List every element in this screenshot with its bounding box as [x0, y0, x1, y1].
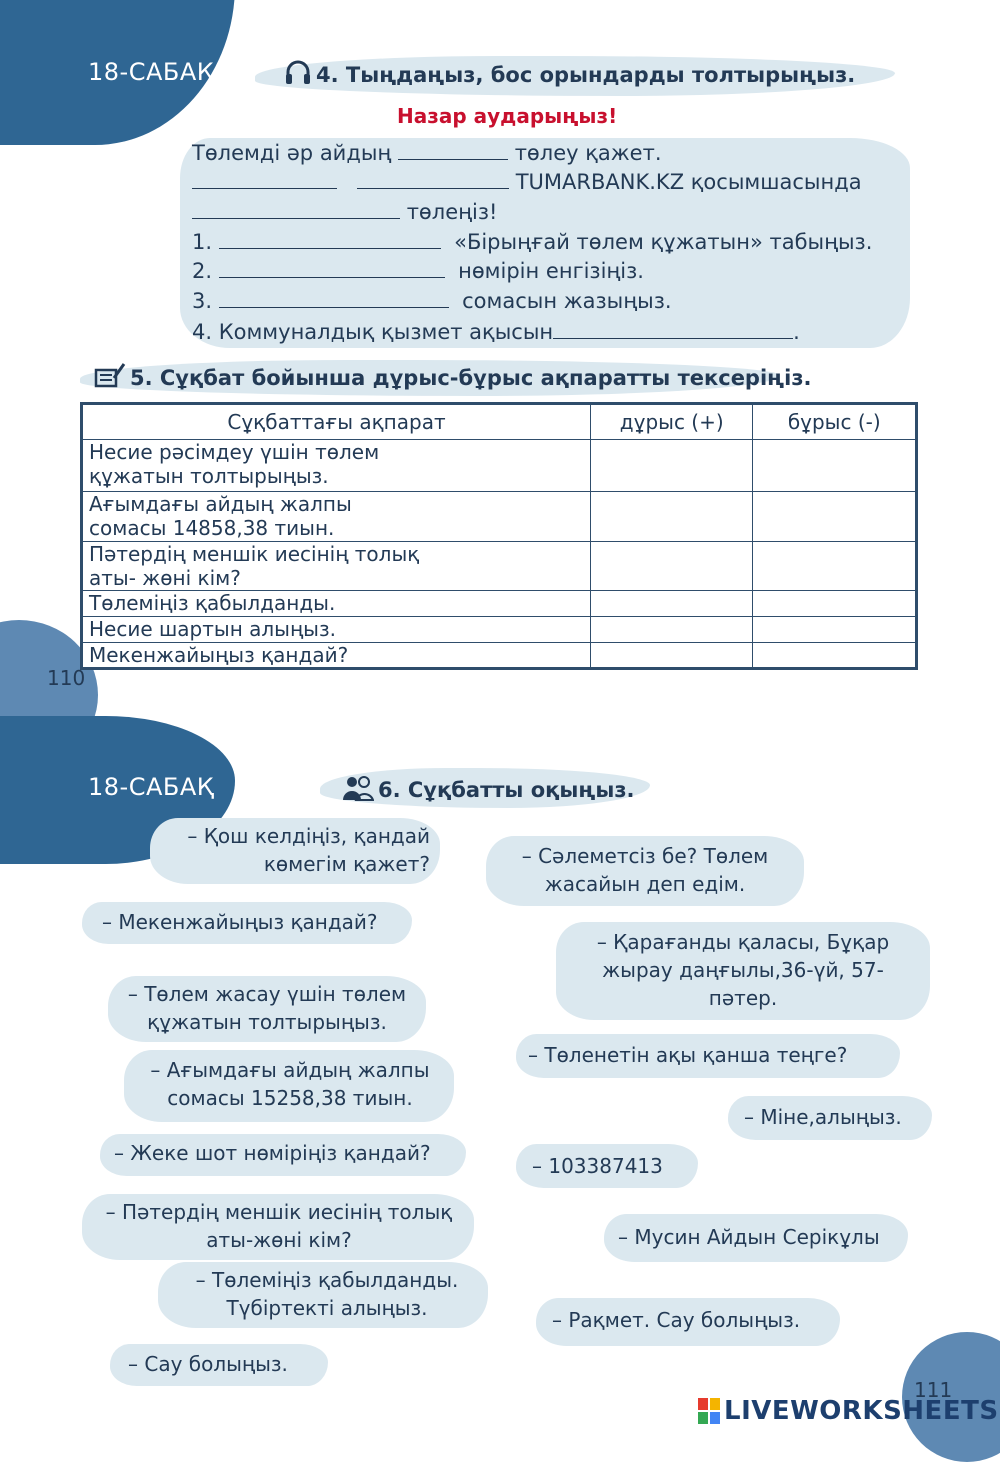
task4-line1-start: Төлемді әр айдың — [192, 141, 392, 165]
dialogue-line: – Қарағанды қаласы, Бұқар жырау даңғылы,36-үй, 57-пәтер. — [596, 930, 890, 1010]
blank-field[interactable] — [192, 170, 337, 189]
statement-cell: Төлеміңіз қабылданды. — [82, 591, 591, 617]
dialogue-line: – Пәтердің меншік иесінің толық аты-жөні кім? — [105, 1200, 453, 1252]
table-header: Сұқбаттағы ақпарат — [82, 404, 591, 440]
step-text: «Бірыңғай төлем құжатын» табыңыз. — [454, 230, 873, 254]
task4-step2 — [192, 259, 644, 283]
dialogue-line: – Мусин Айдын Серікұлы — [618, 1225, 880, 1249]
lesson-label: 18-САБАҚ — [88, 773, 215, 801]
task4-line1 — [192, 141, 662, 165]
task4-line3-text: төлеңіз! — [406, 200, 498, 224]
dialogue-line: – Сәлеметсіз бе? Төлем жасайын деп едім. — [521, 844, 769, 896]
step-end: . — [793, 320, 800, 344]
false-answer-cell[interactable] — [753, 492, 917, 542]
liveworksheets-logo-icon — [698, 1398, 720, 1424]
true-answer-cell[interactable] — [590, 617, 753, 643]
blank-field[interactable] — [192, 200, 400, 219]
statement-cell: Несие шартын алыңыз. — [82, 617, 591, 643]
task4-line2-text: TUMARBANK.KZ қосымшасында — [515, 170, 862, 194]
page-number: 110 — [47, 666, 86, 690]
dialogue-line: – 103387413 — [532, 1154, 663, 1178]
step-number: 1. — [192, 230, 213, 254]
step-number: 2. — [192, 259, 213, 283]
table-header: бұрыс (-) — [753, 404, 917, 440]
statement-cell: Ағымдағы айдың жалпы сомасы 14858,38 тиын. — [82, 492, 591, 542]
dialogue-line: – Жеке шот нөміріңіз қандай? — [114, 1141, 431, 1165]
lesson-label: 18-САБАҚ — [88, 58, 215, 86]
task4-line3 — [192, 200, 497, 224]
task4-step1 — [192, 230, 872, 254]
liveworksheets-watermark[interactable]: LIVEWORKSHEETS — [724, 1396, 999, 1426]
table-row — [82, 440, 917, 492]
false-answer-cell[interactable] — [753, 617, 917, 643]
table-row — [82, 492, 917, 542]
step-text: нөмірін енгізіңіз. — [458, 259, 644, 283]
dialogue-line: – Қош келдіңіз, қандай көмегім қажет? — [187, 824, 430, 876]
step-number: 3. — [192, 289, 213, 313]
task4-title: 4. Тыңдаңыз, бос орындарды толтырыңыз. — [316, 63, 856, 87]
dialogue-line: – Сау болыңыз. — [128, 1352, 288, 1376]
task4-line1-end: төлеу қажет. — [514, 141, 662, 165]
step-text: сомасын жазыңыз. — [462, 289, 672, 313]
dialogue-line: – Рақмет. Сау болыңыз. — [552, 1308, 801, 1332]
task4-line2 — [192, 170, 862, 194]
task4-step3 — [192, 289, 672, 313]
true-answer-cell[interactable] — [590, 643, 753, 669]
attention-note: Назар аударыңыз! — [397, 104, 618, 128]
dialogue-line: – Міне,алыңыз. — [744, 1105, 902, 1129]
dialogue-line: – Төлем жасау үшін төлем құжатын толтырыңыз. — [127, 982, 407, 1034]
table-header: дұрыс (+) — [590, 404, 753, 440]
blank-field[interactable] — [219, 230, 441, 249]
true-answer-cell[interactable] — [590, 492, 753, 542]
notebook-pencil-icon — [94, 362, 126, 390]
table-row — [82, 542, 917, 591]
step-text: 4. Коммуналдық қызмет ақысын — [192, 320, 554, 344]
true-answer-cell[interactable] — [590, 591, 753, 617]
true-answer-cell[interactable] — [590, 440, 753, 492]
dialogue-line: – Төленетін ақы қанша теңге? — [528, 1043, 848, 1067]
dialogue-line: – Төлеміңіз қабылданды. Түбіртекті алыңыз. — [195, 1268, 459, 1320]
statement-cell: Пәтердің меншік иесінің толық аты- жөні кім? — [82, 542, 591, 591]
true-answer-cell[interactable] — [590, 542, 753, 591]
blank-field[interactable] — [219, 259, 445, 278]
task4-step4 — [192, 320, 800, 344]
true-false-table — [80, 402, 918, 670]
false-answer-cell[interactable] — [753, 643, 917, 669]
task6-title: 6. Сұқбатты оқыңыз. — [378, 778, 635, 802]
false-answer-cell[interactable] — [753, 440, 917, 492]
dialogue-line: – Ағымдағы айдың жалпы сомасы 15258,38 тиын. — [150, 1058, 430, 1110]
blank-field[interactable] — [398, 141, 508, 160]
statement-cell: Мекенжайыңыз қандай? — [82, 643, 591, 669]
table-row — [82, 643, 917, 669]
blank-field[interactable] — [219, 289, 449, 308]
blank-field[interactable] — [553, 320, 793, 339]
table-row — [82, 617, 917, 643]
dialogue-line: – Мекенжайыңыз қандай? — [102, 910, 378, 934]
blank-field[interactable] — [357, 170, 509, 189]
headphones-icon — [284, 60, 312, 86]
page-number: 111 — [914, 1378, 953, 1402]
table-row — [82, 591, 917, 617]
task5-title: 5. Сұқбат бойынша дұрыс-бұрыс ақпаратты тексеріңіз. — [130, 366, 812, 390]
false-answer-cell[interactable] — [753, 542, 917, 591]
people-icon — [342, 774, 374, 802]
statement-cell: Несие рәсімдеу үшін төлем құжатын толтырыңыз. — [82, 440, 591, 492]
false-answer-cell[interactable] — [753, 591, 917, 617]
